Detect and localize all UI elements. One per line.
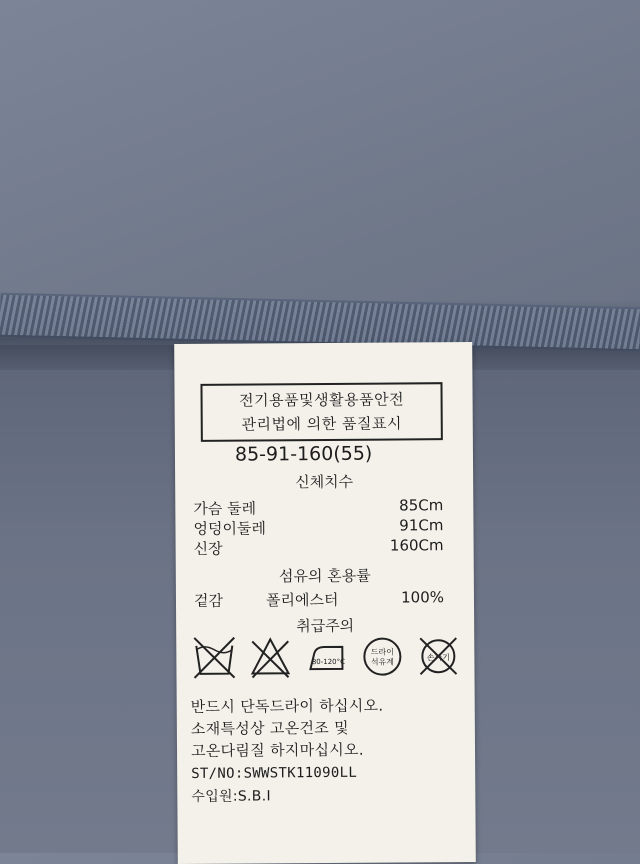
svg-text:석유계: 석유계 [370,657,395,667]
header-line-2: 관리법에 의한 품질표시 [241,414,403,434]
measure-value: 160Cm [389,536,444,555]
instruction-line-1: 반드시 단독드라이 하십시오. [190,696,384,716]
dry-clean-icon [360,634,404,678]
care-label [174,342,476,864]
no-wash-icon [192,636,236,680]
measure-name: 엉덩이둘레 [193,519,266,538]
fiber-row [194,588,444,611]
instruction-line-3: 고온다림질 하지마십시오. [190,740,364,760]
fiber-material: 폴리에스터 [265,590,339,610]
size-code: 85-91-160(55) [234,442,373,466]
svg-text:80-120°C: 80-120°C [311,657,346,667]
measure-row-height [194,536,444,559]
label-header-box [200,382,442,442]
care-title: 취급주의 [296,616,355,636]
iron-icon [304,635,348,679]
measure-name: 신장 [193,539,223,558]
header-line-1: 전기용품및생활용품안전 [239,390,405,410]
fiber-percent: 100% [401,588,445,607]
fiber-part: 겉감 [193,591,224,610]
no-tumble-dry-icon [416,634,460,678]
svg-text:손짜기: 손짜기 [426,653,451,663]
care-icons [190,634,460,684]
measure-name: 가슴 둘레 [193,499,257,518]
instruction-line-2: 소재특성상 고온건조 및 [190,718,349,738]
fiber-title: 섬유의 혼용률 [278,566,371,586]
importer: 수입원:S.B.I [191,788,271,805]
measure-value: 85Cm [399,496,444,515]
body-measure-title: 신체치수 [295,472,354,492]
measure-value: 91Cm [399,516,444,535]
svg-text:드라이: 드라이 [370,647,394,657]
style-number: ST/NO:SWWSTK11090LL [191,764,358,782]
no-bleach-icon [248,635,292,679]
